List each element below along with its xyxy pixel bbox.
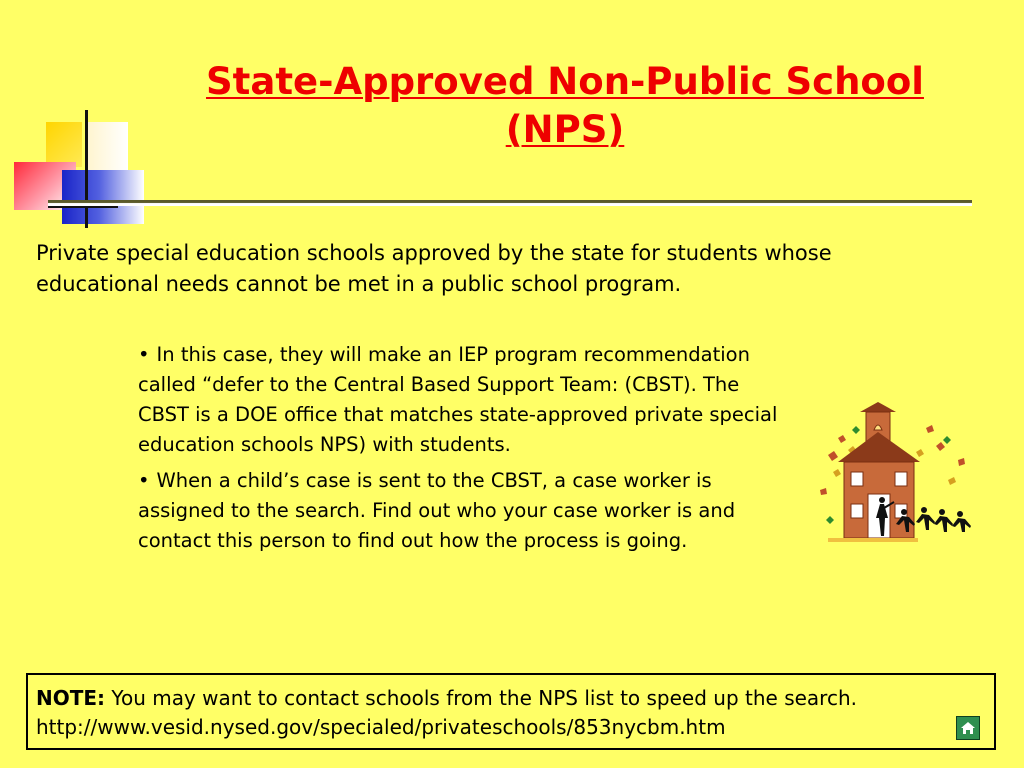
- bullet-marker: •: [138, 343, 150, 366]
- note-url[interactable]: http://www.vesid.nysed.gov/specialed/privateschools/853nycbm.htm: [36, 715, 726, 739]
- slide-title: [160, 58, 970, 154]
- note-line: [36, 684, 986, 713]
- vertical-line: [85, 110, 88, 228]
- bullet-text: In this case, they will make an IEP program recommendation called “defer to the Central Based Support Team: (CBST). The CBST is a DOE office that matches state-approved private special education schools NPS) with students.: [138, 343, 778, 456]
- title-line-1: State-Approved Non-Public School: [206, 60, 924, 103]
- title-line-2: (NPS): [505, 108, 625, 151]
- note-box: [26, 673, 996, 750]
- title-divider: [48, 200, 972, 206]
- bullet-item: [138, 340, 783, 460]
- decorative-squares: [0, 100, 160, 230]
- bullet-marker: •: [138, 469, 150, 492]
- note-label: NOTE:: [36, 686, 106, 710]
- bullet-item: [138, 466, 783, 556]
- home-button[interactable]: [956, 716, 980, 740]
- intro-paragraph: Private special education schools approved by the state for students whose educational needs cannot be met in a public school program.: [36, 241, 832, 296]
- yellow-square: [46, 122, 82, 167]
- schoolhouse-illustration: [808, 400, 978, 550]
- blue-square: [62, 170, 144, 224]
- bullet-list: [138, 340, 783, 562]
- note-text: You may want to contact schools from the NPS list to speed up the search.: [111, 686, 857, 710]
- home-icon: [957, 717, 979, 739]
- bullet-text: When a child’s case is sent to the CBST, a case worker is assigned to the search. Find out who your case worker is and contact this person to find out how the process is going.: [138, 469, 736, 552]
